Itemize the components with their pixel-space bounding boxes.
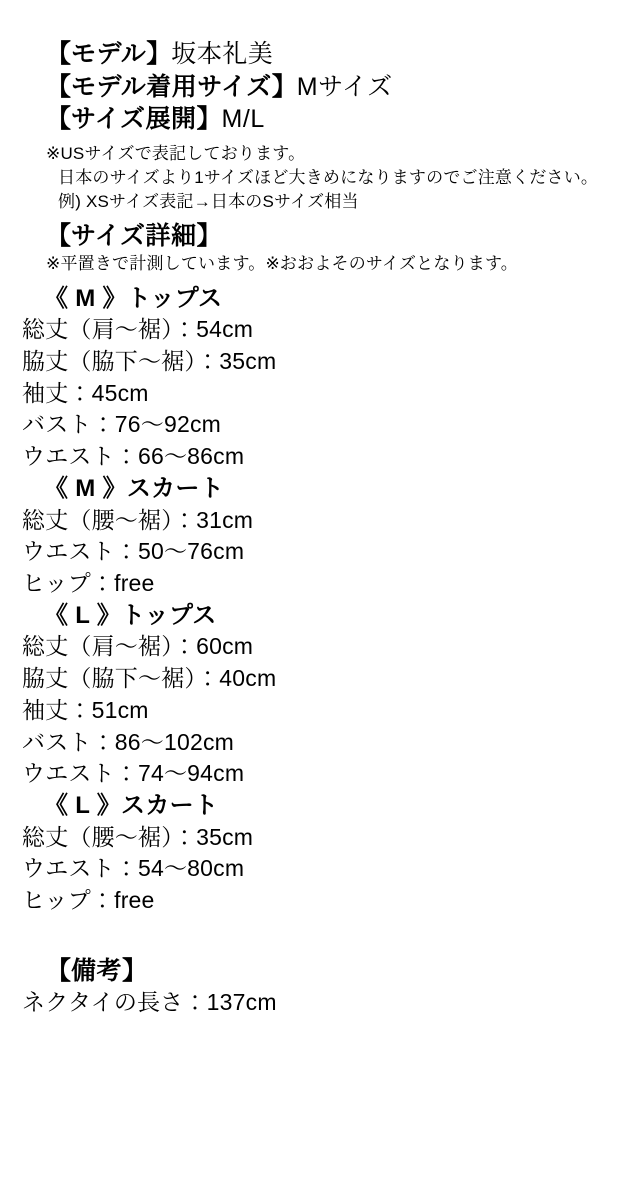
measurement-row: バスト：76〜92cm <box>22 411 222 438</box>
size-group-m-tops <box>20 283 620 473</box>
us-note-line-1: ※USサイズで表記しております。 <box>46 143 306 163</box>
bracket-open: 【 <box>46 40 72 68</box>
size-detail-note: ※平置きで計測しています。※おおよそのサイズとなります。 <box>46 254 519 274</box>
group-heading: 《 L 》スカート <box>44 792 219 820</box>
remarks-section <box>20 955 620 1019</box>
remarks-line <box>20 955 620 988</box>
remarks-row: ネクタイの長さ：137cm <box>22 989 277 1016</box>
group-heading: 《 M 》トップス <box>44 284 223 312</box>
bracket-open: 【 <box>46 956 72 985</box>
model-label: モデル <box>71 40 147 68</box>
bracket-open: 【 <box>46 221 72 250</box>
size-group-m-skirt <box>20 473 620 600</box>
model-size-label: モデル着用サイズ <box>71 72 272 101</box>
measurement-row: ヒップ：free <box>22 569 155 596</box>
measurement-row: ウエスト：50〜76cm <box>22 538 245 565</box>
measurement-row: 総丈（肩〜裾）：60cm <box>22 633 254 660</box>
measurement-row: ウエスト：54〜80cm <box>22 855 245 882</box>
us-note-line-3: 例) XSサイズ表記→日本のSサイズ相当 <box>58 191 359 211</box>
size-group-l-tops <box>20 600 620 790</box>
model-size-line <box>46 71 620 104</box>
measurement-row: ウエスト：66〜86cm <box>22 443 245 470</box>
measurement-row: 脇丈（脇下〜裾）：35cm <box>22 347 277 374</box>
header-block <box>20 38 620 277</box>
model-line <box>46 38 620 71</box>
bracket-open: 【 <box>46 105 72 133</box>
measurement-row: 総丈（腰〜裾）：35cm <box>22 823 254 850</box>
remarks-label: 備考 <box>71 956 123 985</box>
model-size-value: Mサイズ <box>296 72 393 101</box>
size-range-line <box>46 103 620 136</box>
us-note-line-2: 日本のサイズより1サイズほど大きめになりますのでご注意ください。 <box>58 167 599 187</box>
bracket-close: 】 <box>122 956 148 985</box>
measurement-row: 脇丈（脇下〜裾）：40cm <box>22 665 277 692</box>
model-value: 坂本礼美 <box>171 40 274 68</box>
bracket-close: 】 <box>196 105 222 133</box>
size-range-value: M/L <box>221 105 265 133</box>
measurement-row: 総丈（肩〜裾）：54cm <box>22 316 254 343</box>
measurement-row: ヒップ：free <box>22 887 155 914</box>
group-heading: 《 M 》スカート <box>44 474 225 502</box>
measurement-row: 袖丈：51cm <box>22 696 149 723</box>
size-group-l-skirt <box>20 790 620 917</box>
measurement-row: ウエスト：74〜94cm <box>22 760 245 787</box>
measurement-row: 総丈（腰〜裾）：31cm <box>22 506 254 533</box>
size-detail-line <box>46 220 620 253</box>
group-heading: 《 L 》トップス <box>44 601 217 629</box>
measurement-row: 袖丈：45cm <box>22 379 149 406</box>
bracket-close: 】 <box>146 40 172 68</box>
bracket-open: 【 <box>46 72 72 101</box>
size-detail-label: サイズ詳細 <box>71 221 197 250</box>
measurement-row: バスト：86〜102cm <box>22 728 235 755</box>
bracket-close: 】 <box>271 72 297 101</box>
size-range-label: サイズ展開 <box>71 105 197 133</box>
bracket-close: 】 <box>196 221 222 250</box>
